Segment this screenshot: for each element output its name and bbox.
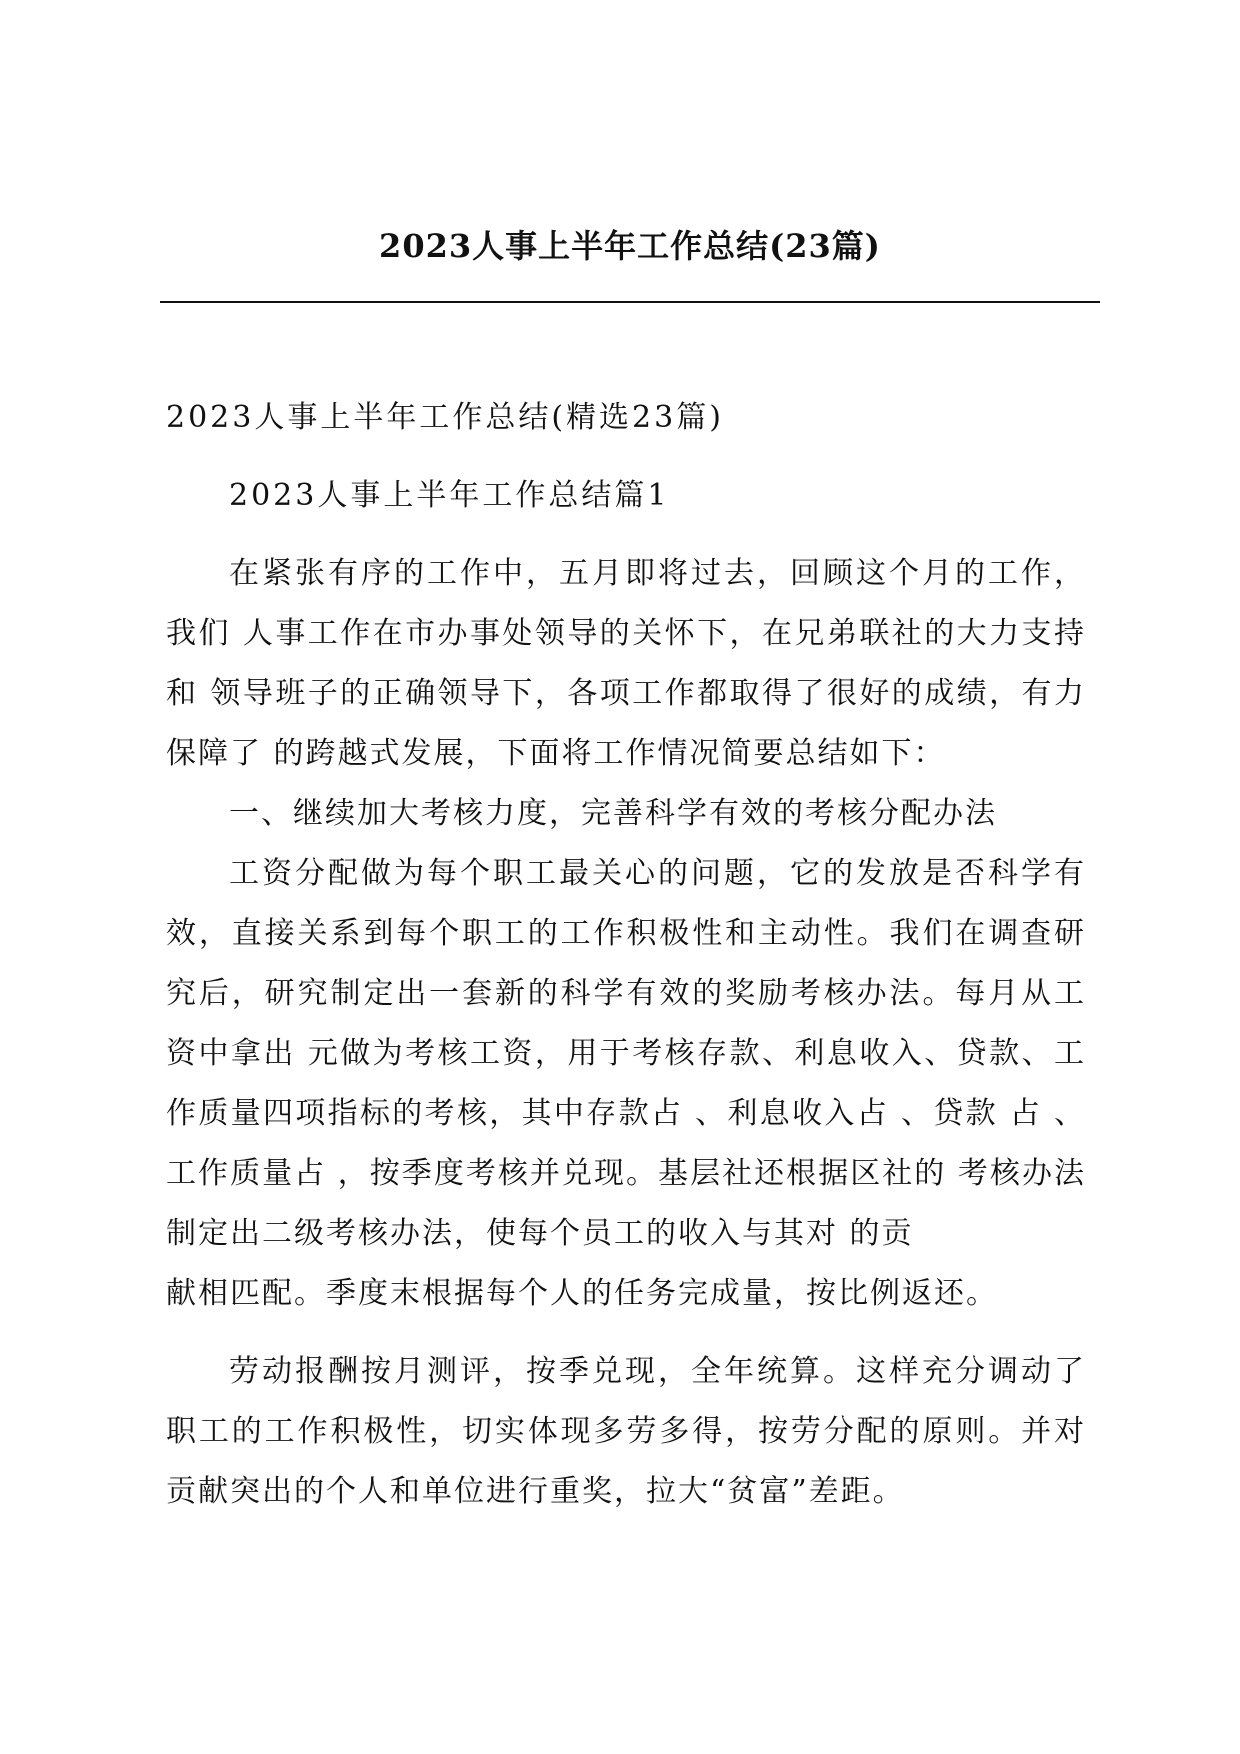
paragraph-intro: 在紧张有序的工作中，五月即将过去，回顾这个月的工作，我们 人事工作在市办事处领导的关怀下，在兄弟联社的大力支持和 领导班子的正确领导下，各项工作都取得了很好的成绩，有力保障了 的跨越式发展，下面将工作情况简要总结如下： (166, 556, 1086, 771)
paragraph-contribution: 献相匹配。季度末根据每个人的任务完成量，按比例返还。 (166, 1276, 998, 1311)
paragraph-heading-one: 一、继续加大考核力度，完善科学有效的考核分配办法 (229, 796, 997, 831)
document-title: 2023人事上半年工作总结(23篇) (379, 227, 881, 265)
title-divider (160, 301, 1100, 303)
section-heading: 2023人事上半年工作总结篇1 (229, 478, 670, 513)
document-subtitle: 2023人事上半年工作总结(精选23篇) (166, 400, 724, 435)
paragraph-labor-pay: 劳动报酬按月测评，按季兑现，全年统算。这样充分调动了职工的工作积极性，切实体现多劳多得，按劳分配的原则。并对贡献突出的个人和单位进行重奖，拉大“贫富”差距。 (166, 1354, 1086, 1509)
paragraph-salary: 工资分配做为每个职工最关心的问题，它的发放是否科学有效，直接关系到每个职工的工作积极性和主动性。我们在调查研究后，研究制定出一套新的科学有效的奖励考核办法。每月从工资中拿出 元做为考核工资，用于考核存款、利息收入、贷款、工作质量四项指标的考核，其中存款占 、利息收入占 、贷款 占 、工作质量占 ，按季度考核并兑现。基层社还根据区社的 考核办法制定出二级考核办法，使每个员工的收入与其对 的贡 (166, 856, 1086, 1251)
document-body (166, 388, 1086, 1522)
